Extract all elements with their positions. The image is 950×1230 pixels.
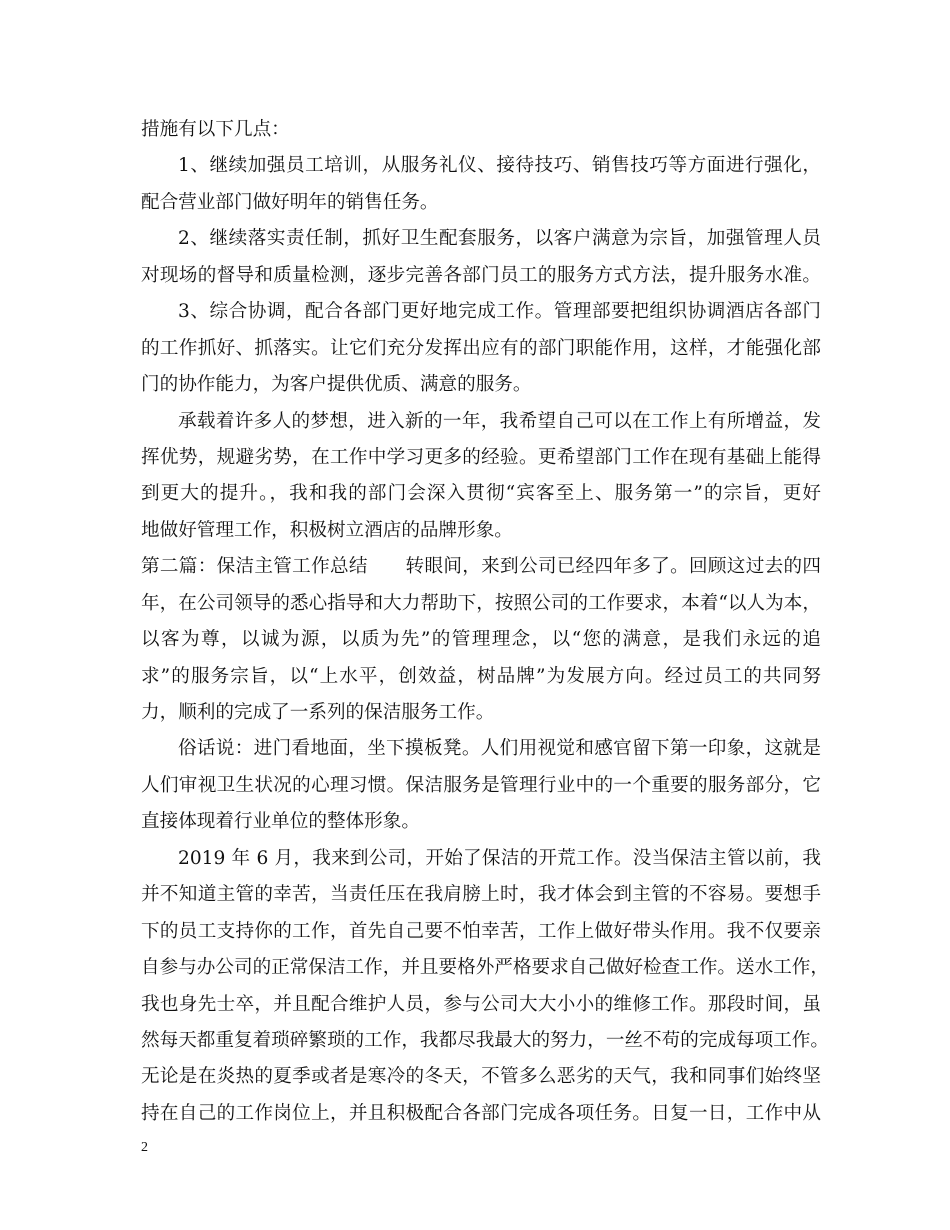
- text-line: 的工作抓好、抓落实。让它们充分发挥出应有的部门职能作用，这样，才能强化部: [141, 337, 821, 359]
- text-line: 地做好管理工作，积极树立酒店的品牌形象。: [141, 519, 513, 541]
- text-line: 力，顺利的完成了一系列的保洁服务工作。: [141, 702, 495, 723]
- text-line: 我也身先士卒，并且配合维护人员，参与公司大大小小的维修工作。那段时间，虽: [141, 993, 821, 1015]
- section-heading-line: 第二篇：保洁主管工作总结 转眼间，来到公司已经四年多了。回顾这过去的四: [141, 556, 821, 578]
- text-line: 然每天都重复着琐碎繁琐的工作，我都尽我最大的努力，一丝不苟的完成每项工作。: [141, 1029, 829, 1051]
- text-line: 2、继续落实责任制，抓好卫生配套服务，以客户满意为宗旨，加强管理人员: [178, 228, 821, 250]
- text-line: 承载着许多人的梦想，进入新的一年，我希望自己可以在工作上有所增益，发: [178, 410, 821, 432]
- text-line: 人们审视卫生状况的心理习惯。保洁服务是管理行业中的一个重要的服务部分，它: [141, 774, 821, 796]
- text-line: 门的协作能力，为客户提供优质、满意的服务。: [141, 374, 532, 396]
- text-line: 配合营业部门做好明年的销售任务。: [141, 191, 439, 213]
- text-line: 持在自己的工作岗位上，并且积极配合各部门完成各项任务。日复一日，工作中从: [141, 1102, 821, 1124]
- text-line: 对现场的督导和质量检测，逐步完善各部门员工的服务方式方法，提升服务水准。: [141, 264, 821, 286]
- text-line: 求”的服务宗旨，以“上水平，创效益，树品牌”为发展方向。经过员工的共同努: [141, 665, 821, 687]
- document-body: [141, 112, 829, 1132]
- text-line: 2019 年 6 月，我来到公司，开始了保洁的开荒工作。没当保洁主管以前，我: [178, 847, 821, 869]
- text-line: 1、继续加强员工培训，从服务礼仪、接待技巧、销售技巧等方面进行强化，: [178, 155, 821, 177]
- text-line: 以客为尊，以诚为源，以质为先”的管理理念，以“您的满意，是我们永远的追: [141, 629, 821, 651]
- page-number: 2: [141, 1140, 148, 1155]
- text-line: 挥优势，规避劣势，在工作中学习更多的经验。更希望部门工作在现有基础上能得: [141, 446, 821, 468]
- text-line: 到更大的提升。，我和我的部门会深入贯彻“宾客至上、服务第一”的宗旨，更好: [141, 483, 821, 505]
- text-line: 下的员工支持你的工作，首先自己要不怕幸苦，工作上做好带头作用。我不仅要亲: [141, 920, 821, 942]
- text-line: 无论是在炎热的夏季或者是寒冷的冬天，不管多么恶劣的天气，我和同事们始终坚: [141, 1066, 821, 1088]
- text-line: 自参与办公司的正常保洁工作，并且要格外严格要求自己做好检查工作。送水工作，: [141, 957, 829, 979]
- text-line: 并不知道主管的幸苦，当责任压在我肩膀上时，我才体会到主管的不容易。要想手: [141, 884, 821, 906]
- text-line: 3、综合协调，配合各部门更好地完成工作。管理部要把组织协调酒店各部门: [178, 301, 821, 323]
- text-line: 直接体现着行业单位的整体形象。: [141, 811, 420, 833]
- text-line: 措施有以下几点：: [141, 119, 290, 140]
- text-line: 年，在公司领导的悉心指导和大力帮助下，按照公司的工作要求，本着“以人为本，: [141, 592, 821, 614]
- text-line: 俗话说：进门看地面，坐下摸板凳。人们用视觉和感官留下第一印象，这就是: [178, 738, 821, 760]
